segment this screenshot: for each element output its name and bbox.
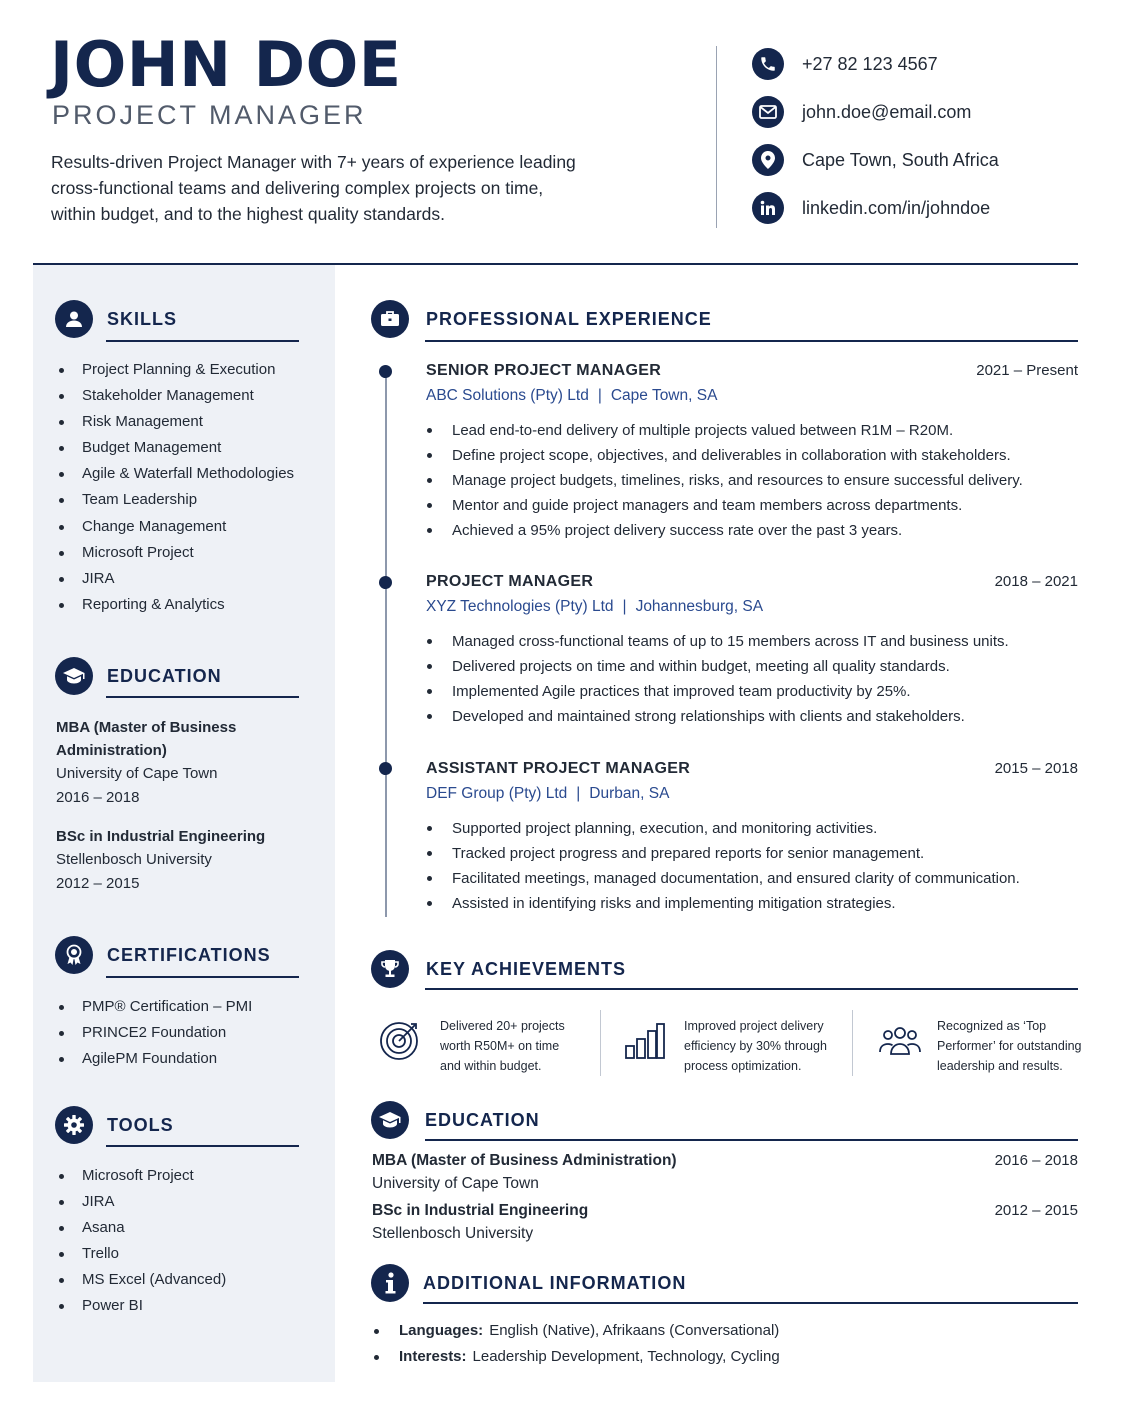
sidebar-education-heading: [55, 657, 222, 695]
achievements-heading: [371, 950, 626, 988]
languages-value: English (Native), Afrikaans (Conversational): [489, 1322, 780, 1339]
contact-phone: [752, 48, 999, 80]
additional-rule: [423, 1302, 1078, 1304]
info-icon: [371, 1264, 409, 1302]
list-item: Achieved a 95% project delivery success rate over the past 3 years.: [426, 518, 1078, 543]
sidebar-education-title: EDUCATION: [107, 665, 222, 686]
certifications-rule: [106, 976, 299, 978]
list-item: Microsoft Project: [56, 540, 294, 566]
achievement-text: [440, 1016, 565, 1076]
experience-title: PROFESSIONAL EXPERIENCE: [426, 308, 712, 329]
graduation-cap-icon: [55, 657, 93, 695]
list-item: Microsoft Project: [56, 1163, 226, 1189]
achievement-line: process optimization.: [684, 1059, 802, 1073]
list-item: Reporting & Analytics: [56, 592, 294, 618]
achievement-line: Delivered 20+ projects: [440, 1019, 565, 1033]
sidebar-education-rule: [106, 696, 299, 698]
job-bullets: [426, 816, 1078, 916]
achievement-line: and within budget.: [440, 1059, 542, 1073]
experience-heading: [371, 300, 712, 338]
education-entry: [372, 1202, 1078, 1243]
location-pin-icon: [752, 144, 784, 176]
education-title: EDUCATION: [425, 1109, 540, 1130]
company-location: Cape Town, SA: [610, 387, 718, 404]
timeline-dot: [379, 365, 392, 378]
years: 2012 – 2015: [994, 1202, 1078, 1219]
briefcase-icon: [371, 300, 409, 338]
languages-item: [372, 1318, 780, 1344]
list-item: PRINCE2 Foundation: [56, 1020, 252, 1046]
skills-list: [56, 357, 294, 618]
degree: BSc in Industrial Engineering: [56, 828, 266, 845]
experience-rule: [425, 340, 1078, 342]
gear-icon: [55, 1106, 93, 1144]
degree: Administration): [56, 742, 167, 759]
phone-text: +27 82 123 4567: [802, 53, 938, 74]
list-item: Delivered projects on time and within budget, meeting all quality standards.: [426, 654, 1078, 679]
list-item: Define project scope, objectives, and deliverables in collaboration with stakeholders.: [426, 443, 1078, 468]
achievement-item: [853, 1010, 1089, 1078]
list-item: Lead end-to-end delivery of multiple projects valued between R1M – R20M.: [426, 418, 1078, 443]
additional-list: [372, 1318, 780, 1370]
list-item: Developed and maintained strong relationships with clients and stakeholders.: [426, 704, 1078, 729]
company-name: ABC Solutions (Pty) Ltd: [426, 387, 589, 404]
list-item: Assisted in identifying risks and implementing mitigation strategies.: [426, 891, 1078, 916]
contact-linkedin: [752, 192, 999, 224]
achievement-line: Improved project delivery: [684, 1019, 824, 1033]
list-item: AgilePM Foundation: [56, 1046, 252, 1072]
team-icon: [879, 1024, 921, 1061]
candidate-title: PROJECT MANAGER: [52, 100, 367, 130]
interests-item: [372, 1344, 780, 1370]
list-item: JIRA: [56, 1189, 226, 1215]
company-location: Durban, SA: [589, 785, 670, 802]
summary: Results-driven Project Manager with 7+ years of experience leading cross-functional teams and delivering complex projects on time, within budget, and to the highest quality standards.: [51, 152, 576, 224]
achievement-item: [372, 1010, 600, 1078]
additional-heading: [371, 1264, 686, 1302]
sidebar-education-entry: [56, 716, 236, 810]
list-item: Mentor and guide project managers and team members across departments.: [426, 493, 1078, 518]
certifications-title: CERTIFICATIONS: [107, 944, 271, 965]
user-icon: [55, 300, 93, 338]
degree: MBA (Master of Business Administration): [372, 1152, 677, 1169]
list-item: PMP® Certification – PMI: [56, 994, 252, 1020]
skills-title: SKILLS: [107, 308, 178, 329]
list-item: Power BI: [56, 1293, 226, 1319]
skills-heading: [55, 300, 177, 338]
additional-title: ADDITIONAL INFORMATION: [423, 1272, 687, 1293]
email-icon: [752, 96, 784, 128]
graduation-cap-icon: [371, 1101, 409, 1139]
languages-label: Languages:: [399, 1322, 484, 1339]
contact-block: [752, 48, 999, 240]
list-item: Managed cross-functional teams of up to 15 members across IT and business units.: [426, 629, 1078, 654]
candidate-name: JOHN DOE: [50, 28, 402, 101]
achievement-line: worth R50M+ on time: [440, 1039, 560, 1053]
tools-rule: [106, 1145, 299, 1147]
list-item: Trello: [56, 1241, 226, 1267]
tools-list: [56, 1163, 226, 1320]
achievement-line: Performer’ for outstanding: [937, 1039, 1082, 1053]
header-divider: [716, 46, 717, 228]
list-item: Change Management: [56, 514, 294, 540]
email-text: john.doe@email.com: [802, 101, 972, 122]
job-role: PROJECT MANAGER: [426, 573, 594, 590]
job-dates: 2018 – 2021: [994, 573, 1078, 590]
job-entry: [426, 573, 1078, 729]
certifications-heading: [55, 936, 271, 974]
linkedin-text: linkedin.com/in/johndoe: [802, 197, 991, 218]
contact-email: [752, 96, 999, 128]
job-bullets: [426, 418, 1078, 543]
separator: |: [622, 598, 627, 615]
achievement-line: Recognized as ‘Top: [937, 1019, 1047, 1033]
job-company-line: [426, 387, 1078, 405]
job-company-line: [426, 598, 1078, 616]
interests-label: Interests:: [399, 1348, 467, 1365]
degree: MBA (Master of Business: [56, 719, 237, 736]
list-item: MS Excel (Advanced): [56, 1267, 226, 1293]
list-item: Tracked project progress and prepared reports for senior management.: [426, 841, 1078, 866]
tools-heading: [55, 1106, 174, 1144]
list-item: Facilitated meetings, managed documentation, and ensured clarity of communication.: [426, 866, 1078, 891]
linkedin-icon: [752, 192, 784, 224]
education-rule: [425, 1139, 1078, 1141]
degree: BSc in Industrial Engineering: [372, 1202, 589, 1219]
education-heading: [371, 1101, 540, 1139]
job-entry: [426, 760, 1078, 916]
achievement-line: efficiency by 30% through: [684, 1039, 827, 1053]
achievement-text: [684, 1016, 827, 1076]
job-dates: 2021 – Present: [976, 362, 1078, 379]
years: 2016 – 2018: [994, 1152, 1078, 1169]
tools-title: TOOLS: [107, 1114, 174, 1135]
skills-rule: [106, 340, 299, 342]
interests-value: Leadership Development, Technology, Cycling: [472, 1348, 780, 1365]
trophy-icon: [371, 950, 409, 988]
achievements-title: KEY ACHIEVEMENTS: [426, 958, 627, 979]
school: Stellenbosch University: [56, 851, 212, 868]
list-item: Project Planning & Execution: [56, 357, 294, 383]
list-item: Asana: [56, 1215, 226, 1241]
list-item: JIRA: [56, 566, 294, 592]
certifications-list: [56, 994, 252, 1072]
achievement-text: [937, 1016, 1082, 1076]
school: University of Cape Town: [56, 765, 218, 782]
list-item: Stakeholder Management: [56, 383, 294, 409]
job-role: ASSISTANT PROJECT MANAGER: [426, 760, 691, 777]
company-name: DEF Group (Pty) Ltd: [426, 785, 568, 802]
list-item: Manage project budgets, timelines, risks, and resources to ensure successful delivery.: [426, 468, 1078, 493]
location-text: Cape Town, South Africa: [802, 149, 999, 170]
years: 2012 – 2015: [56, 875, 140, 892]
company-location: Johannesburg, SA: [635, 598, 764, 615]
achievements-rule: [425, 988, 1078, 990]
job-dates: 2015 – 2018: [994, 760, 1078, 777]
job-company-line: [426, 785, 1078, 803]
sidebar-education-entry: [56, 825, 265, 896]
timeline-line: [385, 372, 387, 917]
target-icon: [378, 1020, 420, 1067]
school: University of Cape Town: [372, 1175, 539, 1192]
job-bullets: [426, 629, 1078, 729]
list-item: Supported project planning, execution, and monitoring activities.: [426, 816, 1078, 841]
list-item: Team Leadership: [56, 487, 294, 513]
job-entry: [426, 362, 1078, 543]
list-item: Implemented Agile practices that improved team productivity by 25%.: [426, 679, 1078, 704]
list-item: Risk Management: [56, 409, 294, 435]
years: 2016 – 2018: [56, 789, 140, 806]
school: Stellenbosch University: [372, 1225, 534, 1242]
timeline-dot: [379, 576, 392, 589]
bar-chart-icon: [624, 1022, 666, 1065]
company-name: XYZ Technologies (Pty) Ltd: [426, 598, 614, 615]
timeline-dot: [379, 762, 392, 775]
separator: |: [576, 785, 581, 802]
separator: |: [597, 387, 602, 404]
job-role: SENIOR PROJECT MANAGER: [426, 362, 662, 379]
list-item: Agile & Waterfall Methodologies: [56, 461, 294, 487]
achievement-line: leadership and results.: [937, 1059, 1063, 1073]
education-entry: [372, 1152, 1078, 1193]
list-item: Budget Management: [56, 435, 294, 461]
achievements-row: [372, 1010, 1092, 1078]
achievement-item: [601, 1010, 852, 1078]
award-ribbon-icon: [55, 936, 93, 974]
contact-location: [752, 144, 999, 176]
phone-icon: [752, 48, 784, 80]
